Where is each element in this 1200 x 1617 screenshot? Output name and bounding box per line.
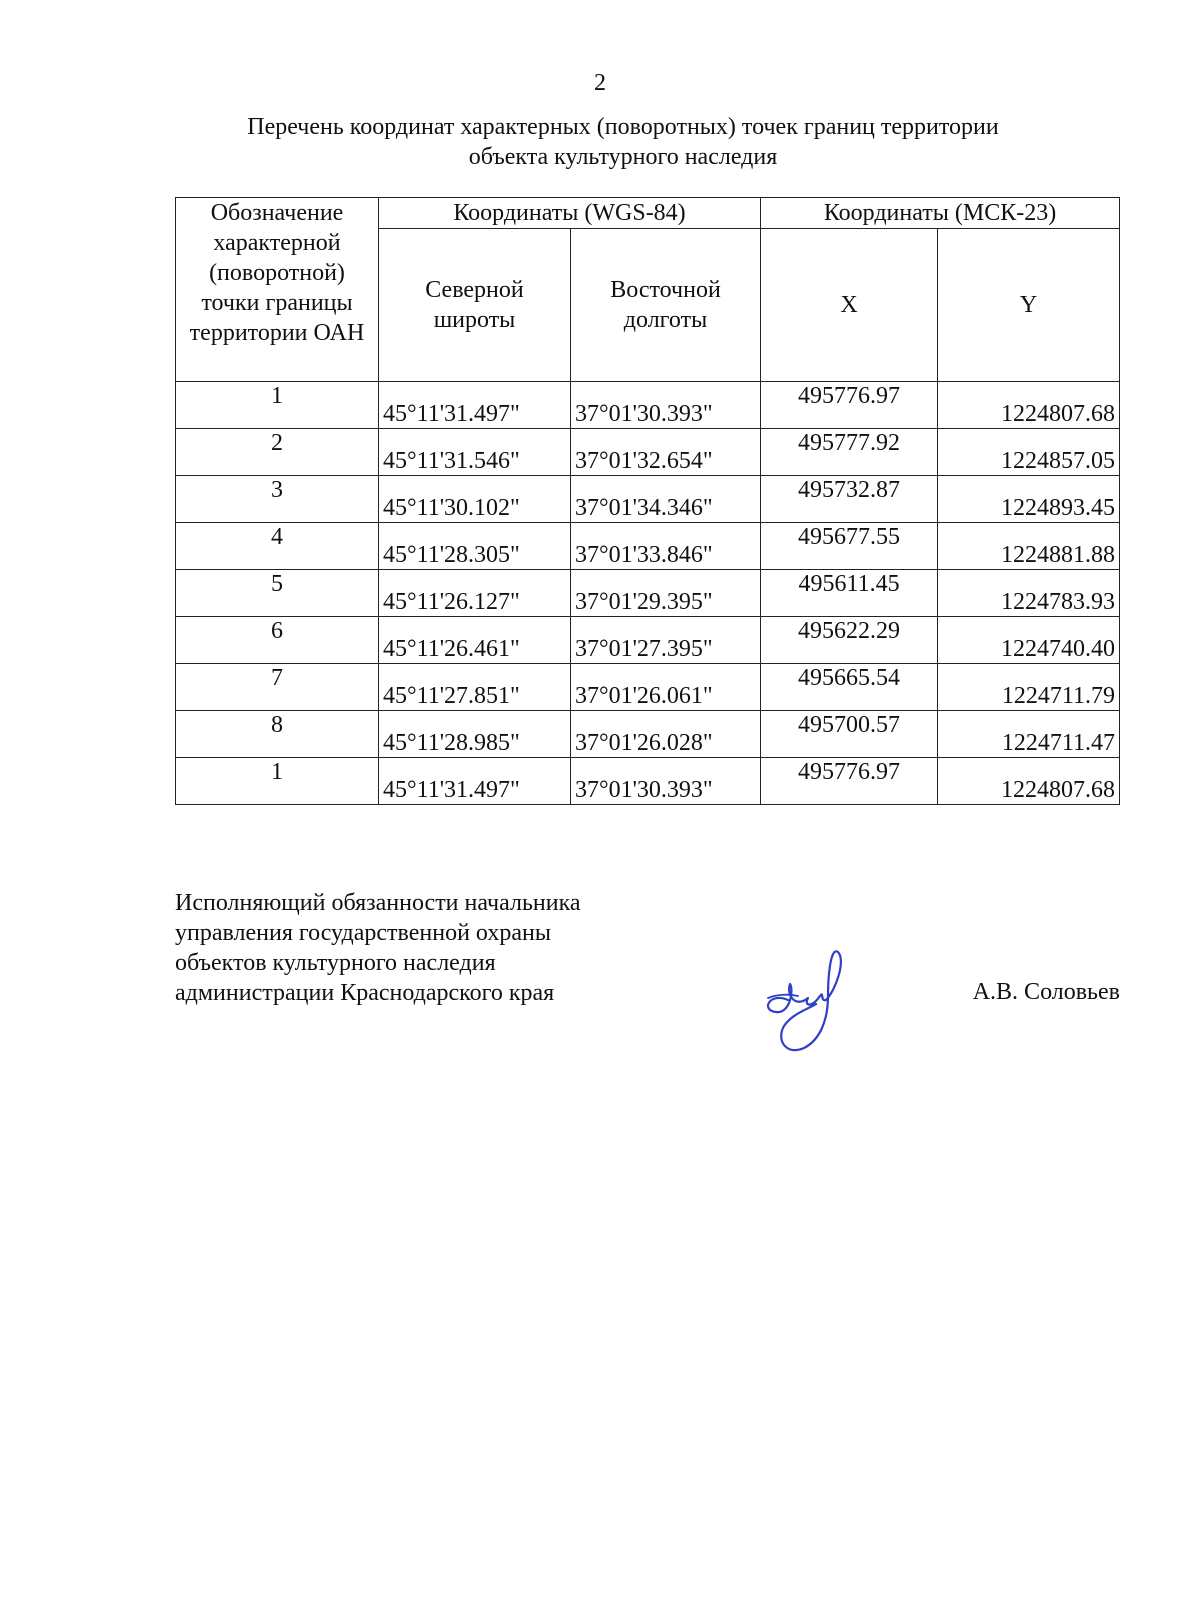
- header-x: X: [761, 229, 938, 382]
- table-row: [176, 429, 1120, 476]
- cell-longitude: 37°01'32.654": [571, 429, 761, 476]
- cell-y: 1224893.45: [938, 476, 1120, 523]
- cell-y: 1224783.93: [938, 570, 1120, 617]
- table-row: [176, 523, 1120, 570]
- cell-latitude: 45°11'31.546": [379, 429, 571, 476]
- cell-longitude: 37°01'30.393": [571, 758, 761, 805]
- table-row: [176, 476, 1120, 523]
- cell-longitude: 37°01'30.393": [571, 382, 761, 429]
- cell-y: 1224807.68: [938, 382, 1120, 429]
- cell-longitude: 37°01'34.346": [571, 476, 761, 523]
- cell-y: 1224807.68: [938, 758, 1120, 805]
- cell-point: 3: [176, 476, 379, 523]
- signatory-line-3: объектов культурного наследия: [175, 950, 496, 976]
- cell-point: 4: [176, 523, 379, 570]
- cell-longitude: 37°01'26.061": [571, 664, 761, 711]
- table-row: [176, 617, 1120, 664]
- cell-latitude: 45°11'27.851": [379, 664, 571, 711]
- cell-point: 2: [176, 429, 379, 476]
- cell-longitude: 37°01'29.395": [571, 570, 761, 617]
- document-title: [120, 112, 1126, 172]
- cell-longitude: 37°01'27.395": [571, 617, 761, 664]
- cell-x: 495732.87: [761, 476, 938, 523]
- signatory-line-1: Исполняющий обязанности начальника: [175, 890, 581, 916]
- cell-x: 495776.97: [761, 758, 938, 805]
- cell-latitude: 45°11'26.461": [379, 617, 571, 664]
- header-point-designation: Обозначение характерной (поворотной) точки границы территории ОАН: [176, 198, 379, 382]
- table-row: [176, 570, 1120, 617]
- table-row: [176, 664, 1120, 711]
- cell-point: 7: [176, 664, 379, 711]
- cell-x: 495777.92: [761, 429, 938, 476]
- cell-x: 495700.57: [761, 711, 938, 758]
- cell-latitude: 45°11'28.985": [379, 711, 571, 758]
- cell-y: 1224881.88: [938, 523, 1120, 570]
- cell-point: 5: [176, 570, 379, 617]
- cell-y: 1224711.47: [938, 711, 1120, 758]
- cell-x: 495611.45: [761, 570, 938, 617]
- cell-latitude: 45°11'31.497": [379, 758, 571, 805]
- cell-y: 1224857.05: [938, 429, 1120, 476]
- cell-point: 6: [176, 617, 379, 664]
- cell-y: 1224740.40: [938, 617, 1120, 664]
- document-title-line-1: Перечень координат характерных (поворотных) точек границ территории: [247, 114, 999, 140]
- table-row: [176, 382, 1120, 429]
- table-row: [176, 758, 1120, 805]
- cell-longitude: 37°01'26.028": [571, 711, 761, 758]
- cell-point: 1: [176, 382, 379, 429]
- signatory-line-4: администрации Краснодарского края: [175, 980, 555, 1006]
- cell-point: 1: [176, 758, 379, 805]
- cell-x: 495622.29: [761, 617, 938, 664]
- coordinates-table: [175, 197, 1120, 805]
- signer-name: А.В. Соловьев: [972, 979, 1120, 1005]
- table-row: [176, 711, 1120, 758]
- cell-x: 495665.54: [761, 664, 938, 711]
- cell-x: 495776.97: [761, 382, 938, 429]
- header-north-latitude: Северной широты: [379, 229, 571, 382]
- document-title-line-2: объекта культурного наследия: [468, 144, 778, 170]
- cell-x: 495677.55: [761, 523, 938, 570]
- table-header-row-1: [176, 198, 1120, 229]
- cell-latitude: 45°11'26.127": [379, 570, 571, 617]
- cell-point: 8: [176, 711, 379, 758]
- cell-longitude: 37°01'33.846": [571, 523, 761, 570]
- page-number: 2: [594, 70, 606, 96]
- header-coordinates-wgs84: Координаты (WGS-84): [379, 198, 761, 229]
- signatory-position: [175, 888, 695, 1008]
- cell-latitude: 45°11'31.497": [379, 382, 571, 429]
- header-east-longitude: Восточной долготы: [571, 229, 761, 382]
- handwritten-signature: [750, 940, 860, 1070]
- cell-latitude: 45°11'28.305": [379, 523, 571, 570]
- cell-latitude: 45°11'30.102": [379, 476, 571, 523]
- cell-y: 1224711.79: [938, 664, 1120, 711]
- header-coordinates-msk23: Координаты (МСК-23): [761, 198, 1120, 229]
- signatory-line-2: управления государственной охраны: [175, 920, 551, 946]
- header-y: Y: [938, 229, 1120, 382]
